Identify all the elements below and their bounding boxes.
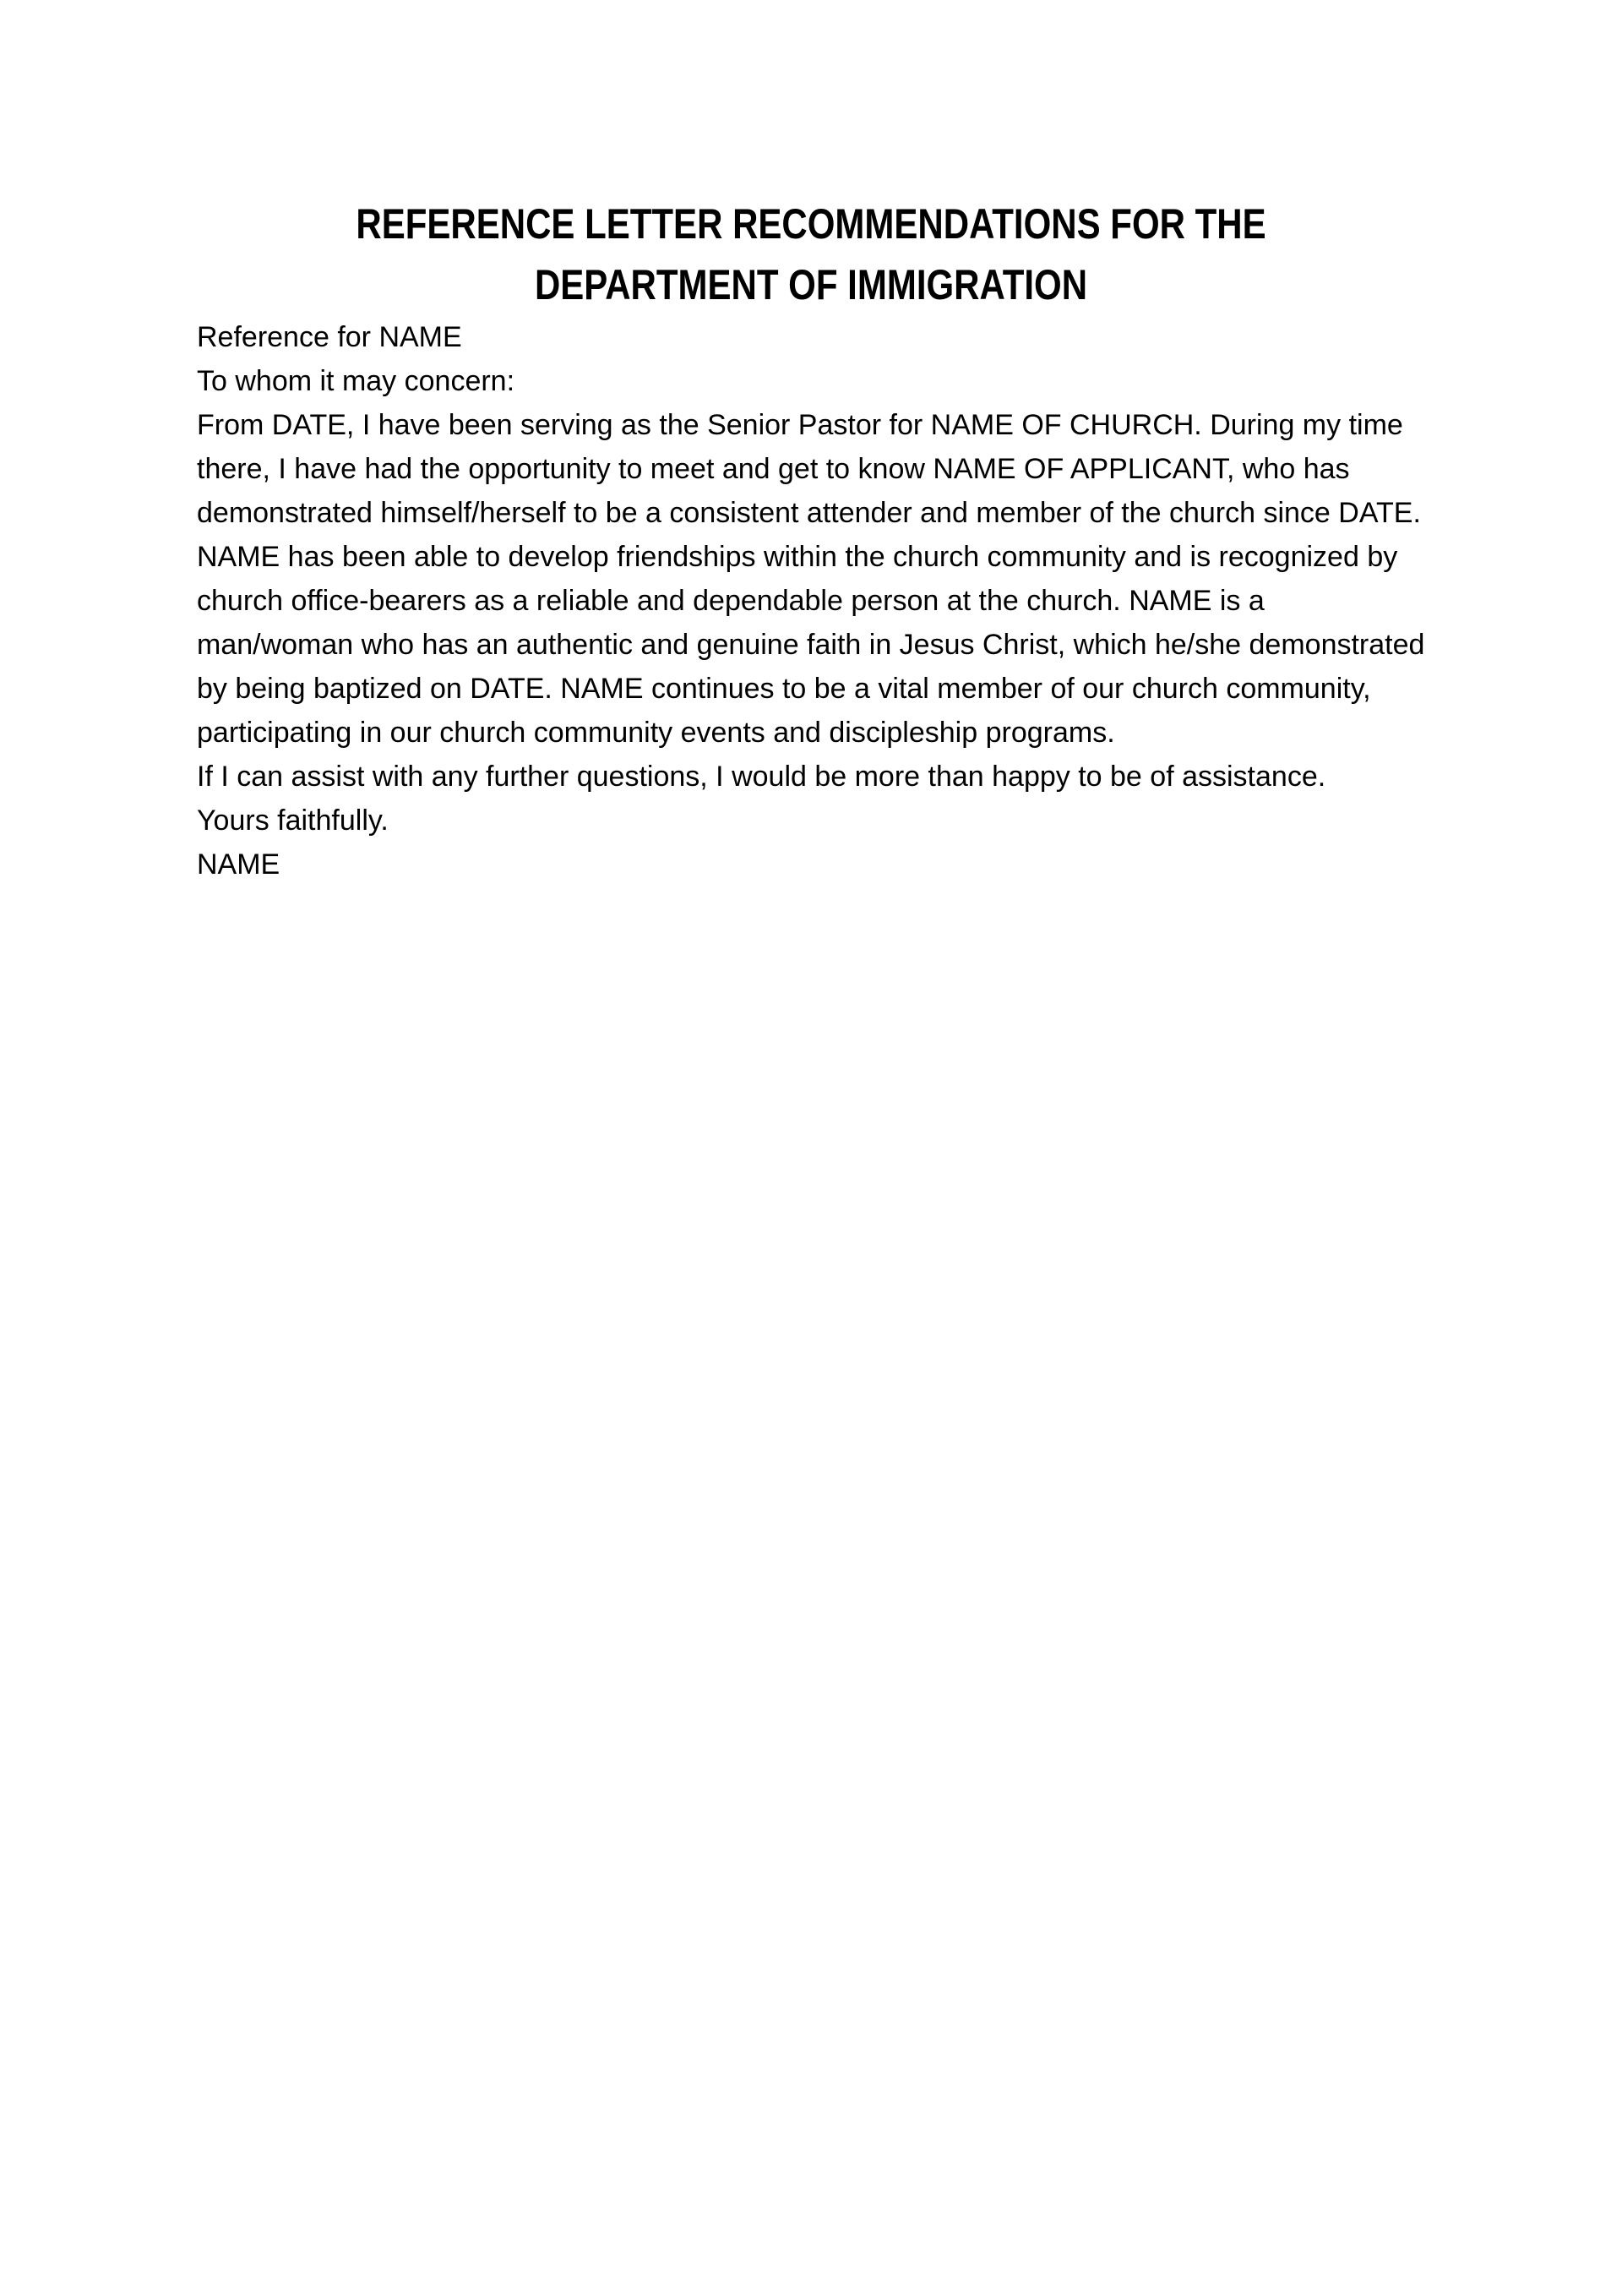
body-paragraph-1: From DATE, I have been serving as the Senior Pastor for NAME OF CHURCH. During my time there, I have had the opportunity to meet and get to know NAME OF APPLICANT, who has demonstrated himself/herself to be a consistent attender and member of the church since DATE. — [197, 409, 1421, 529]
body-paragraph-3: If I can assist with any further questions, I would be more than happy to be of assistance. — [197, 761, 1326, 793]
closing-line: Yours faithfully. — [197, 804, 389, 837]
body-paragraph-2: NAME has been able to develop friendships within the church community and is recognized by church office-bearers as a reliable and dependable person at the church. NAME is a man/woman who has an authentic and genuine faith in Jesus Christ, which he/she demonstrated by being baptized on DATE. NAME continues to be a vital member of our church community, participating in our church community events and discipleship programs. — [197, 541, 1425, 749]
salutation-line: To whom it may concern: — [197, 365, 515, 397]
title-line-2: DEPARTMENT OF IMMIGRATION — [534, 261, 1088, 308]
letter-content — [197, 0, 1425, 886]
document-title — [295, 194, 1326, 315]
title-line-1: REFERENCE LETTER RECOMMENDATIONS FOR THE — [356, 200, 1266, 248]
signature-name: NAME — [197, 848, 280, 881]
reference-for-line: Reference for NAME — [197, 321, 462, 353]
